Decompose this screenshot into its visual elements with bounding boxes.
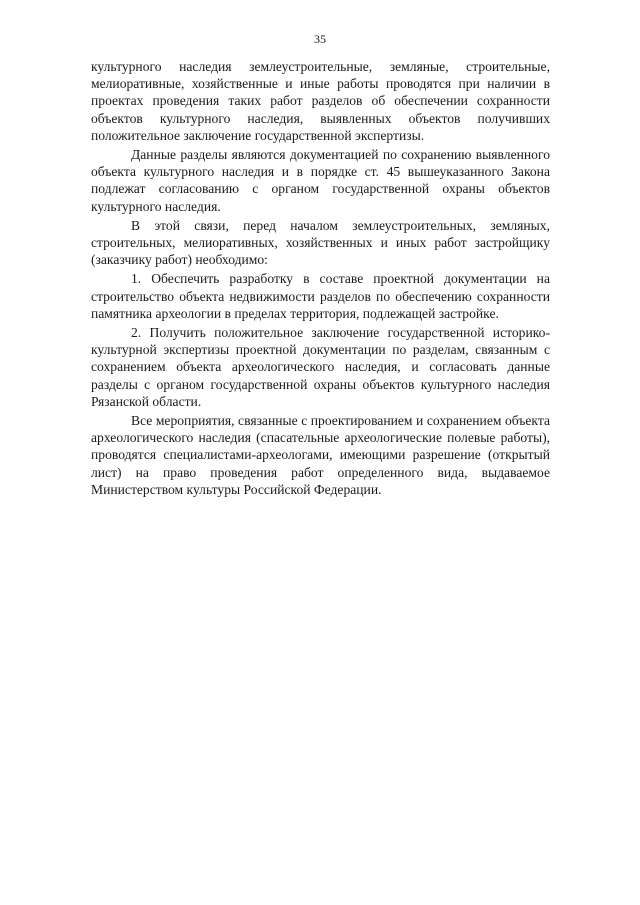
- list-item-1: 1. Обеспечить разработку в составе проектной документации на строительство объекта недвижимости разделов по обеспечению сохранности памятника археологии в пределах территория, подлежащей застройке.: [91, 271, 550, 321]
- list-item-2: 2. Получить положительное заключение государственной историко-культурной экспертизы проектной документации по разделам, связанным с сохранением объекта археологического наследия, и согласовать данные разделы с органом государственной охраны объектов культурного наследия Рязанской области.: [91, 325, 550, 409]
- paragraph-sections-documentation: Данные разделы являются документацией по сохранению выявленного объекта культурного наследия и в порядке ст. 45 вышеуказанного Закона подлежат согласованию с органом государственной охраны объектов культурного наследия.: [91, 147, 550, 214]
- paragraph-continuation: культурного наследия землеустроительные, земляные, строительные, мелиоративные, хозяйственные и иные работы проводятся при наличии в проектах проведения таких работ разделов об обеспечении сохранности объектов культурного наследия, выявленных объектов получивших положительное заключение государственной экспертизы.: [91, 59, 550, 143]
- paragraph-archaeologists: Все мероприятия, связанные с проектированием и сохранением объекта археологического наследия (спасательные археологические полевые работы), проводятся специалистами-археологами, имеющими разрешение (открытый лист) на право проведения работ определенного вида, выдаваемое Министерством культуры Российской Федерации.: [91, 413, 550, 497]
- page-number: 35: [314, 32, 326, 46]
- document-body: [91, 58, 550, 500]
- paragraph-developer-obligations: В этой связи, перед началом землеустроительных, земляных, строительных, мелиоративных, хозяйственных и иных работ застройщику (заказчику работ) необходимо:: [91, 217, 550, 268]
